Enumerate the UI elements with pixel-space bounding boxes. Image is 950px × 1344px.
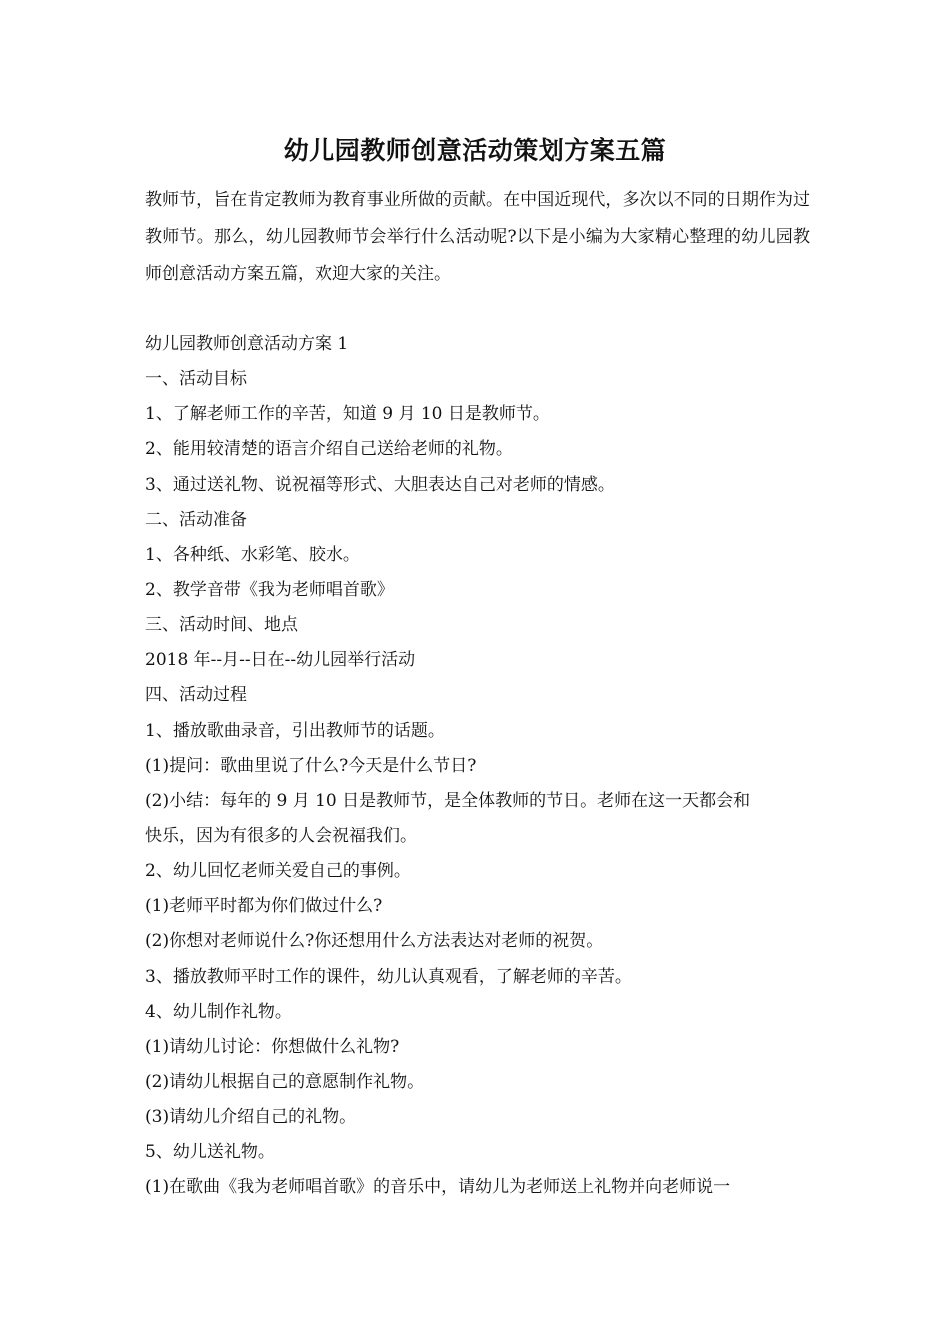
page-title: 幼儿园教师创意活动策划方案五篇 [283, 136, 667, 165]
body-lines [145, 327, 810, 1206]
body-line: 1、播放歌曲录音，引出教师节的话题。 [145, 720, 445, 741]
body-line: 快乐，因为有很多的人会祝福我们。 [145, 825, 417, 846]
body-line: (1)在歌曲《我为老师唱首歌》的音乐中，请幼儿为老师送上礼物并向老师说一 [145, 1177, 731, 1198]
body-line: (1)提问：歌曲里说了什么?今天是什么节日? [145, 755, 477, 776]
intro-paragraph: 教师节，旨在肯定教师为教育事业所做的贡献。在中国近现代，多次以不同的日期作为过教师节。那么，幼儿园教师节会举行什么活动呢?以下是小编为大家精心整理的幼儿园教师创意活动方案五篇，欢迎大家的关注。 [145, 190, 810, 284]
body-line: 一、活动目标 [145, 369, 247, 390]
body-line: 1、了解老师工作的辛苦，知道 9 月 10 日是教师节。 [145, 404, 550, 425]
body-line: 1、各种纸、水彩笔、胶水。 [145, 544, 360, 565]
body-line: 三、活动时间、地点 [145, 615, 298, 636]
body-line: 5、幼儿送礼物。 [145, 1142, 275, 1163]
body-line: (1)请幼儿讨论：你想做什么礼物? [145, 1036, 400, 1057]
body-line: (2)你想对老师说什么?你还想用什么方法表达对老师的祝贺。 [145, 931, 604, 952]
body-line: (1)老师平时都为你们做过什么? [145, 896, 383, 917]
body-line: 2、能用较清楚的语言介绍自己送给老师的礼物。 [145, 439, 513, 460]
body-line: 3、播放教师平时工作的课件，幼儿认真观看，了解老师的辛苦。 [145, 966, 632, 987]
body-line: 2、教学音带《我为老师唱首歌》 [145, 579, 394, 600]
body-line: 四、活动过程 [145, 685, 247, 706]
body-line: (3)请幼儿介绍自己的礼物。 [145, 1107, 357, 1128]
body-line: 3、通过送礼物、说祝福等形式、大胆表达自己对老师的情感。 [145, 474, 615, 495]
body-line: 2018 年--月--日在--幼儿园举行活动 [145, 650, 416, 671]
body-line: 二、活动准备 [145, 509, 247, 530]
body-line: (2)请幼儿根据自己的意愿制作礼物。 [145, 1071, 425, 1092]
body-line: 2、幼儿回忆老师关爱自己的事例。 [145, 861, 411, 882]
body-line: 4、幼儿制作礼物。 [145, 1001, 292, 1022]
section-heading: 幼儿园教师创意活动方案 1 [145, 334, 349, 354]
body-line: (2)小结：每年的 9 月 10 日是教师节，是全体教师的节日。老师在这一天都会和 [145, 790, 751, 811]
